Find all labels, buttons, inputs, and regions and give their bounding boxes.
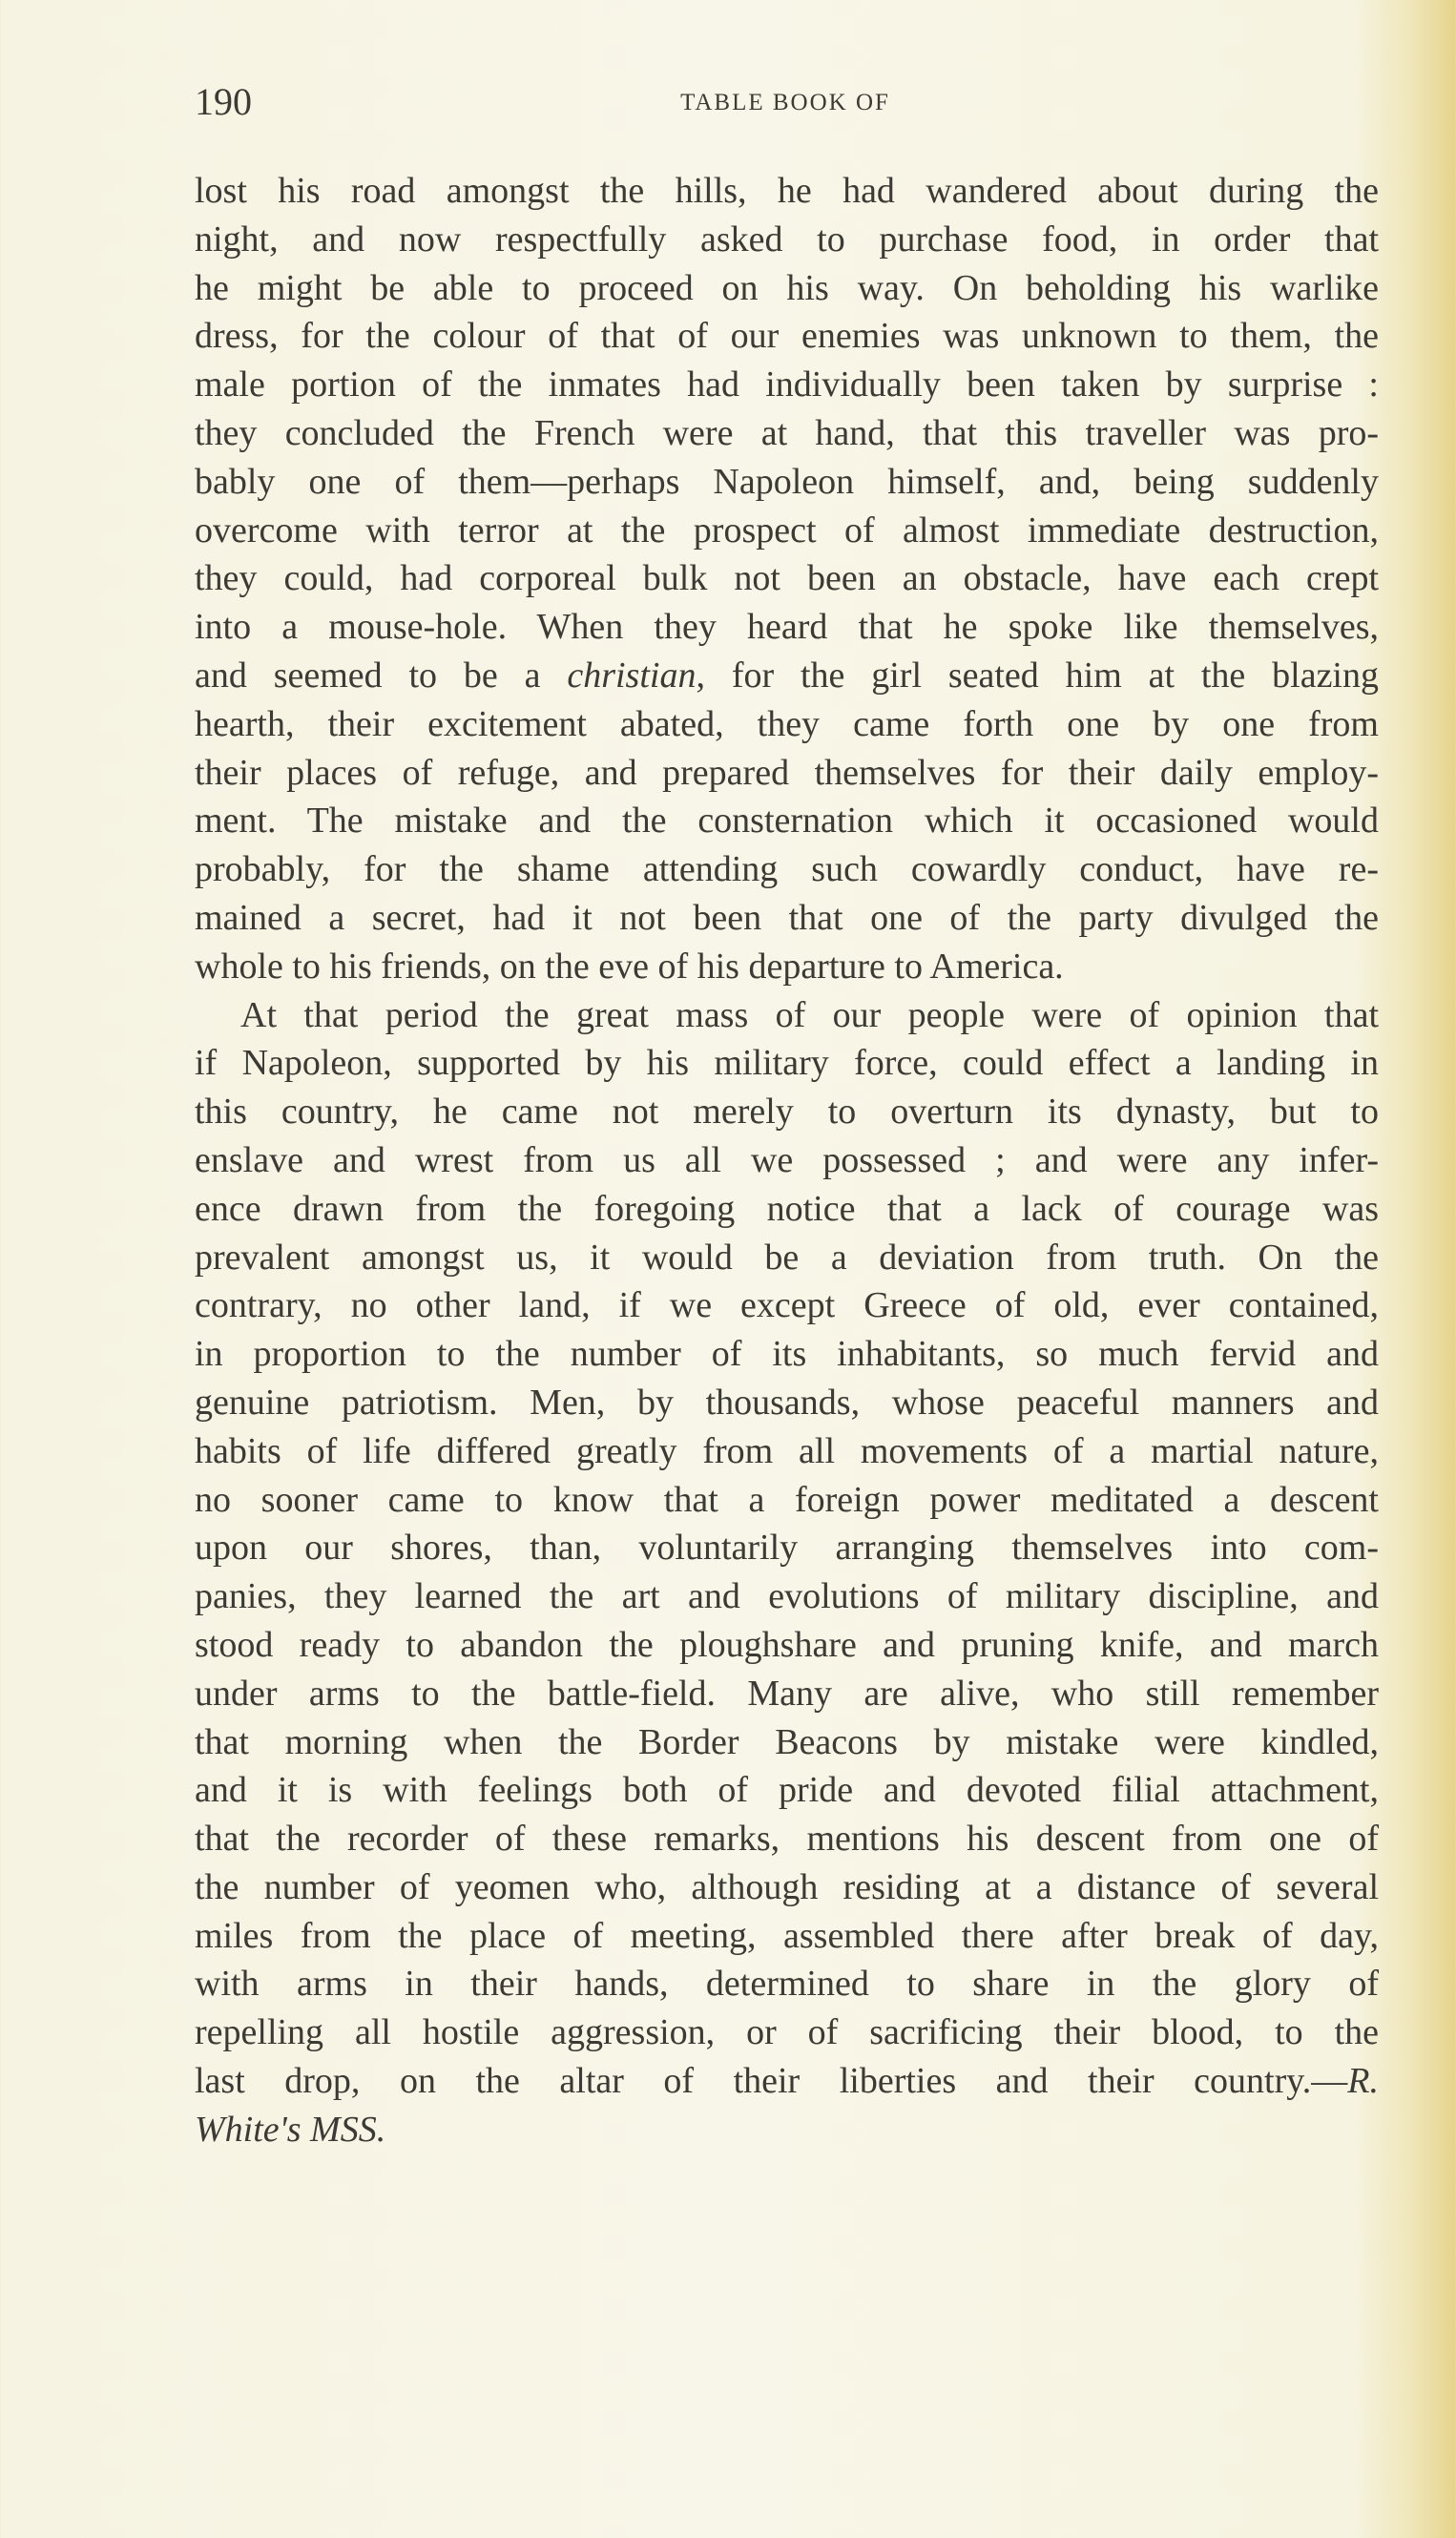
text-segment: stood ready to abandon the ploughshare and pruning knife, and march xyxy=(195,1624,1379,1665)
text-line xyxy=(195,2106,1379,2154)
text-line xyxy=(195,1960,1379,2008)
text-segment: no sooner came to know that a foreign power meditated a descent xyxy=(195,1479,1379,1520)
text-segment: lost his road amongst the hills, he had wandered about during the xyxy=(195,171,1379,211)
text-segment: that morning when the Border Beacons by mistake were kindled, xyxy=(195,1721,1379,1762)
text-line xyxy=(195,1621,1379,1670)
italic-text: christian xyxy=(567,655,697,696)
text-segment: probably, for the shame attending such cowardly conduct, have re- xyxy=(195,849,1379,890)
text-line xyxy=(195,554,1379,603)
text-line xyxy=(195,2057,1379,2106)
text-segment: mained a secret, had it not been that one of the party divulged the xyxy=(195,897,1379,938)
text-segment: miles from the place of meeting, assembled there after break of day, xyxy=(195,1915,1379,1956)
text-line xyxy=(195,652,1379,700)
text-segment: with arms in their hands, determined to share in the glory of xyxy=(195,1964,1379,2005)
text-line xyxy=(195,264,1379,313)
text-line xyxy=(195,216,1379,264)
text-segment: this country, he came not merely to overturn its dynasty, but to xyxy=(195,1092,1379,1133)
text-line xyxy=(195,1524,1379,1572)
text-segment: whole to his friends, on the eve of his departure to America. xyxy=(195,946,1064,987)
text-line xyxy=(195,312,1379,361)
text-line xyxy=(195,603,1379,652)
text-line xyxy=(195,1427,1379,1476)
text-segment: last drop, on the altar of their liberties and their country.— xyxy=(195,2061,1348,2102)
text-line xyxy=(195,797,1379,845)
italic-text: White's MSS. xyxy=(195,2109,386,2150)
text-line xyxy=(195,943,1379,991)
text-segment: the number of yeomen who, although residing at a distance of several xyxy=(195,1866,1379,1907)
text-line xyxy=(195,1912,1379,1961)
text-segment: , for the girl seated him at the blazing xyxy=(696,655,1379,696)
text-segment: bably one of them—perhaps Napoleon himself, and, being suddenly xyxy=(195,461,1379,502)
body-text xyxy=(195,167,1379,2154)
text-segment: ence drawn from the foregoing notice that a lack of courage was xyxy=(195,1188,1379,1229)
text-line xyxy=(195,1815,1379,1863)
text-segment: their places of refuge, and prepared themselves for their daily employ- xyxy=(195,752,1379,793)
text-segment: into a mouse-hole. When they heard that he spoke like themselves, xyxy=(195,607,1379,648)
text-line xyxy=(195,1039,1379,1088)
text-segment: night, and now respectfully asked to purchase food, in order that xyxy=(195,218,1379,260)
text-line xyxy=(195,700,1379,749)
text-line xyxy=(195,1379,1379,1427)
text-line xyxy=(195,894,1379,943)
text-segment: under arms to the battle-field. Many are alive, who still remember xyxy=(195,1673,1379,1714)
text-segment: upon our shores, than, voluntarily arranging themselves into com- xyxy=(195,1528,1379,1569)
text-line xyxy=(195,409,1379,458)
text-line xyxy=(195,845,1379,894)
italic-text: R. xyxy=(1347,2061,1379,2102)
text-segment: contrary, no other land, if we except Greece of old, ever contained, xyxy=(195,1285,1379,1326)
text-line xyxy=(195,1863,1379,1912)
text-line xyxy=(195,1088,1379,1136)
text-segment: male portion of the inmates had individually been taken by surprise : xyxy=(195,364,1379,406)
text-segment: and seemed to be a xyxy=(195,655,568,696)
text-line xyxy=(195,1476,1379,1525)
text-segment: and it is with feelings both of pride and devoted filial attachment, xyxy=(195,1770,1379,1811)
text-line xyxy=(195,1766,1379,1815)
text-segment: he might be able to proceed on his way. On beholding his warlike xyxy=(195,267,1379,308)
running-title: TABLE BOOK OF xyxy=(680,90,890,115)
text-line xyxy=(195,1718,1379,1767)
text-line xyxy=(195,361,1379,409)
text-line xyxy=(195,458,1379,507)
text-segment: habits of life differed greatly from all movements of a martial nature, xyxy=(195,1430,1379,1471)
text-line xyxy=(195,1330,1379,1379)
text-line xyxy=(195,1185,1379,1234)
text-line xyxy=(195,991,1379,1040)
text-line xyxy=(195,1670,1379,1718)
text-segment: ment. The mistake and the consternation which it occasioned would xyxy=(195,801,1379,842)
text-line xyxy=(195,167,1379,216)
text-line xyxy=(195,2008,1379,2057)
text-segment: overcome with terror at the prospect of almost immediate destruction, xyxy=(195,510,1379,551)
text-segment: prevalent amongst us, it would be a deviation from truth. On the xyxy=(195,1237,1379,1278)
text-segment: if Napoleon, supported by his military force, could effect a landing in xyxy=(195,1043,1379,1084)
text-segment: they could, had corporeal bulk not been an obstacle, have each crept xyxy=(195,558,1379,599)
text-segment: that the recorder of these remarks, mentions his descent from one of xyxy=(195,1819,1379,1860)
text-segment: At that period the great mass of our people were of opinion that xyxy=(240,994,1379,1035)
text-line xyxy=(195,1234,1379,1282)
text-segment: enslave and wrest from us all we possessed ; and were any infer- xyxy=(195,1139,1379,1180)
text-line xyxy=(195,507,1379,555)
text-line xyxy=(195,749,1379,798)
text-segment: dress, for the colour of that of our enemies was unknown to them, the xyxy=(195,316,1379,357)
text-segment: in proportion to the number of its inhabitants, so much fervid and xyxy=(195,1334,1379,1375)
text-segment: panies, they learned the art and evolutions of military discipline, and xyxy=(195,1576,1379,1617)
text-line xyxy=(195,1281,1379,1330)
page-number: 190 xyxy=(195,80,252,123)
text-segment: they concluded the French were at hand, that this traveller was pro- xyxy=(195,412,1379,453)
text-segment: hearth, their excitement abated, they came forth one by one from xyxy=(195,703,1379,744)
text-line xyxy=(195,1136,1379,1185)
text-line xyxy=(195,1572,1379,1621)
text-segment: genuine patriotism. Men, by thousands, whose peaceful manners and xyxy=(195,1382,1379,1423)
text-segment: repelling all hostile aggression, or of sacrificing their blood, to the xyxy=(195,2012,1379,2053)
